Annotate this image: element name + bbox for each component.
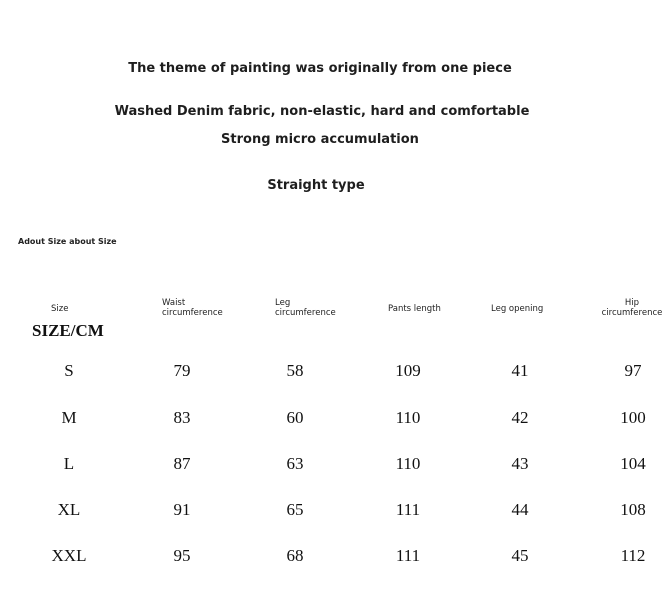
- cell-leg-opening: 43: [511, 454, 529, 473]
- unit-label: SIZE/CM: [32, 321, 104, 340]
- cell-size: XL: [57, 500, 81, 519]
- cell-pants-length: 110: [395, 454, 421, 473]
- intro-line-type: Straight type: [267, 178, 365, 193]
- intro-line-fabric: Washed Denim fabric, non-elastic, hard and comfortable: [114, 104, 530, 119]
- cell-leg: 63: [286, 454, 304, 473]
- header-waist-line1: Waist: [162, 298, 186, 308]
- header-waist: [162, 298, 223, 318]
- cell-hip: 100: [620, 408, 646, 427]
- cell-hip: 112: [620, 546, 646, 565]
- cell-leg: 60: [286, 408, 304, 427]
- cell-waist: 83: [173, 408, 191, 427]
- header-leg-line1: Leg: [275, 298, 291, 308]
- cell-pants-length: 111: [395, 500, 421, 519]
- header-leg-opening: Leg opening: [491, 304, 544, 314]
- header-hip-line2: circumference: [601, 308, 663, 318]
- cell-waist: 79: [173, 361, 191, 380]
- cell-leg-opening: 45: [511, 546, 529, 565]
- cell-hip: 97: [624, 361, 642, 380]
- cell-waist: 87: [173, 454, 191, 473]
- header-waist-line2: circumference: [162, 308, 223, 318]
- cell-size: S: [64, 361, 74, 380]
- intro-line-accumulation: Strong micro accumulation: [221, 132, 419, 147]
- cell-pants-length: 109: [395, 361, 421, 380]
- cell-waist: 91: [173, 500, 191, 519]
- cell-leg-opening: 42: [511, 408, 529, 427]
- cell-leg-opening: 44: [511, 500, 529, 519]
- cell-leg: 65: [286, 500, 304, 519]
- cell-pants-length: 110: [395, 408, 421, 427]
- cell-leg: 58: [286, 361, 304, 380]
- cell-size: M: [61, 408, 77, 427]
- cell-leg-opening: 41: [511, 361, 529, 380]
- cell-size: XXL: [51, 546, 87, 565]
- header-pants-length: Pants length: [388, 304, 441, 314]
- about-size-label: Adout Size about Size: [18, 237, 117, 246]
- header-leg-line2: circumference: [275, 308, 336, 318]
- header-hip: [599, 298, 665, 318]
- cell-hip: 104: [620, 454, 646, 473]
- cell-size: L: [63, 454, 75, 473]
- cell-waist: 95: [173, 546, 191, 565]
- header-leg: [275, 298, 336, 318]
- intro-line-theme: The theme of painting was originally from one piece: [128, 61, 512, 76]
- header-size: Size: [51, 304, 69, 314]
- cell-pants-length: 111: [395, 546, 421, 565]
- header-hip-line1: Hip: [624, 298, 640, 308]
- cell-hip: 108: [620, 500, 646, 519]
- cell-leg: 68: [286, 546, 304, 565]
